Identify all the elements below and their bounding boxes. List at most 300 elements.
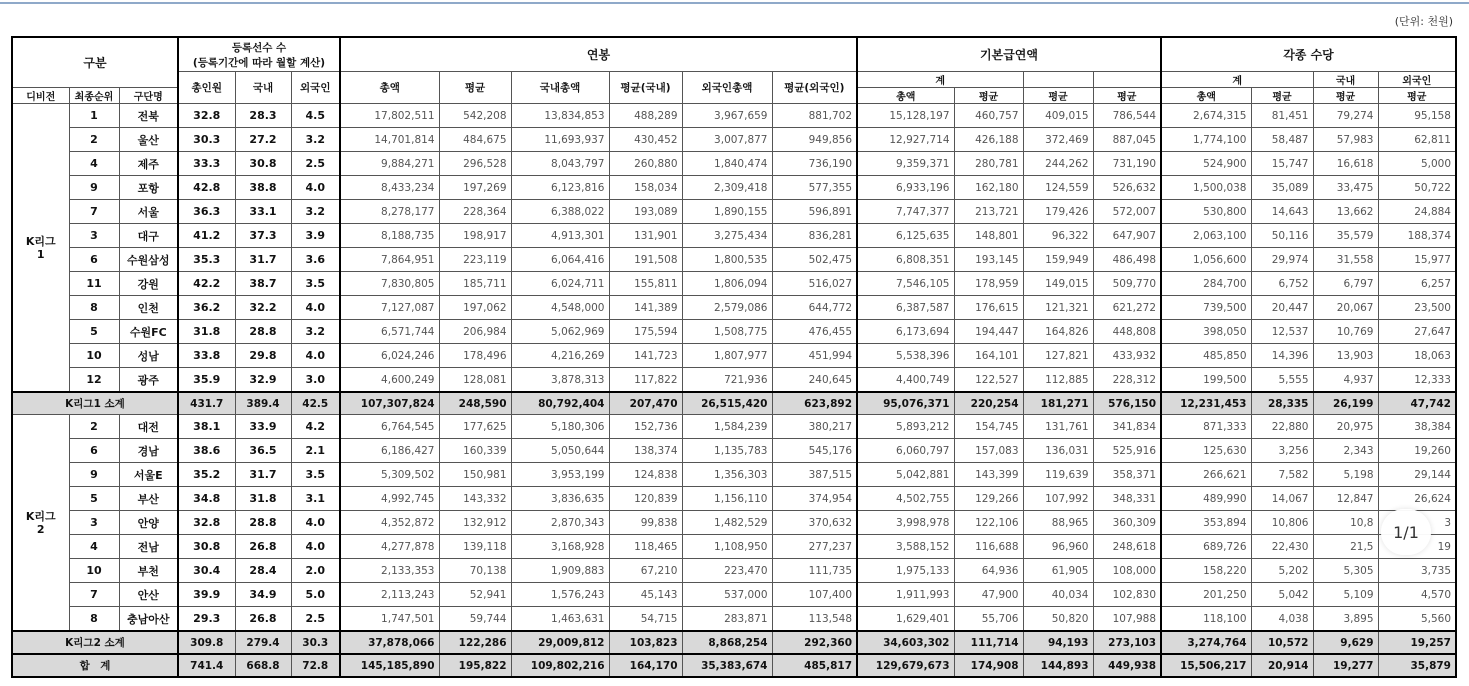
rank-cell: 6 (69, 248, 119, 272)
value-cell: 372,469 (1023, 128, 1093, 152)
value-cell: 131,901 (609, 224, 682, 248)
value-cell: 38,384 (1378, 415, 1456, 439)
header-players-total: 총인원 (178, 72, 235, 104)
rank-cell: 4 (69, 535, 119, 559)
header-allowance: 각종 수당 (1161, 37, 1456, 72)
value-cell: 155,811 (609, 272, 682, 296)
value-cell: 33,475 (1313, 176, 1378, 200)
table-row (12, 535, 1456, 559)
value-cell: 244,262 (1023, 152, 1093, 176)
value-cell: 689,726 (1161, 535, 1251, 559)
value-cell: 526,632 (1093, 176, 1161, 200)
value-cell: 5.0 (291, 583, 340, 607)
rank-cell: 5 (69, 320, 119, 344)
value-cell: 15,977 (1378, 248, 1456, 272)
summary-value: 12,231,453 (1161, 392, 1251, 415)
value-cell: 12,333 (1378, 368, 1456, 393)
summary-value: 80,792,404 (511, 392, 609, 415)
table-row (12, 583, 1456, 607)
value-cell: 2,343 (1313, 439, 1378, 463)
value-cell: 3.5 (291, 272, 340, 296)
value-cell: 1,747,501 (340, 607, 439, 632)
summary-value: 309.8 (178, 631, 235, 654)
summary-value: 273,103 (1093, 631, 1161, 654)
value-cell: 1,135,783 (682, 439, 772, 463)
value-cell: 387,515 (772, 463, 857, 487)
value-cell: 201,250 (1161, 583, 1251, 607)
summary-value: 26,515,420 (682, 392, 772, 415)
value-cell: 277,237 (772, 535, 857, 559)
value-cell: 283,871 (682, 607, 772, 632)
value-cell: 175,594 (609, 320, 682, 344)
value-cell: 4,277,878 (340, 535, 439, 559)
value-cell: 206,984 (439, 320, 511, 344)
value-cell: 125,630 (1161, 439, 1251, 463)
team-name-cell: 전북 (119, 104, 178, 128)
value-cell: 35.9 (178, 368, 235, 393)
value-cell: 3.2 (291, 200, 340, 224)
value-cell: 57,983 (1313, 128, 1378, 152)
value-cell: 20,975 (1313, 415, 1378, 439)
value-cell: 55,706 (954, 607, 1023, 632)
table-row (12, 176, 1456, 200)
table-row (12, 200, 1456, 224)
value-cell: 177,625 (439, 415, 511, 439)
team-name-cell: 안산 (119, 583, 178, 607)
value-cell: 164,826 (1023, 320, 1093, 344)
value-cell: 4,400,749 (857, 368, 954, 393)
header-salary-dom-avg: 평균(국내) (609, 72, 682, 104)
value-cell: 197,062 (439, 296, 511, 320)
value-cell: 102,830 (1093, 583, 1161, 607)
value-cell: 28.8 (235, 511, 291, 535)
value-cell: 266,621 (1161, 463, 1251, 487)
value-cell: 3,895 (1313, 607, 1378, 632)
value-cell: 2.1 (291, 439, 340, 463)
value-cell: 31,558 (1313, 248, 1378, 272)
value-cell: 58,487 (1251, 128, 1313, 152)
value-cell: 4.0 (291, 511, 340, 535)
value-cell: 33.3 (178, 152, 235, 176)
table-row (12, 224, 1456, 248)
team-name-cell: 전남 (119, 535, 178, 559)
value-cell: 28.8 (235, 320, 291, 344)
value-cell: 10,8 (1313, 511, 1378, 535)
value-cell: 54,715 (609, 607, 682, 632)
value-cell: 6,024,711 (511, 272, 609, 296)
team-name-cell: 서울E (119, 463, 178, 487)
value-cell: 41.2 (178, 224, 235, 248)
value-cell: 117,822 (609, 368, 682, 393)
summary-value: 145,185,890 (340, 654, 439, 677)
summary-value: 20,914 (1251, 654, 1313, 677)
value-cell: 21,5 (1313, 535, 1378, 559)
summary-value: 109,802,216 (511, 654, 609, 677)
summary-value: 195,822 (439, 654, 511, 677)
summary-value: 623,892 (772, 392, 857, 415)
table-row (12, 415, 1456, 439)
value-cell: 448,808 (1093, 320, 1161, 344)
summary-value: 35,879 (1378, 654, 1456, 677)
value-cell: 3.1 (291, 487, 340, 511)
value-cell: 1,807,977 (682, 344, 772, 368)
value-cell: 112,885 (1023, 368, 1093, 393)
value-cell: 141,389 (609, 296, 682, 320)
summary-value: 19,257 (1378, 631, 1456, 654)
team-name-cell: 광주 (119, 368, 178, 393)
table-row (12, 439, 1456, 463)
value-cell: 20,067 (1313, 296, 1378, 320)
header-salary-dom-total: 국내총액 (511, 72, 609, 104)
value-cell: 836,281 (772, 224, 857, 248)
rank-cell: 9 (69, 463, 119, 487)
header-base-avg2: 평균 (1023, 88, 1093, 104)
summary-value: 3,274,764 (1161, 631, 1251, 654)
team-name-cell: 수원삼성 (119, 248, 178, 272)
value-cell: 36.5 (235, 439, 291, 463)
value-cell: 596,891 (772, 200, 857, 224)
value-cell: 1,629,401 (857, 607, 954, 632)
value-cell: 370,632 (772, 511, 857, 535)
value-cell: 1,156,110 (682, 487, 772, 511)
value-cell: 721,936 (682, 368, 772, 393)
value-cell: 6,123,816 (511, 176, 609, 200)
rank-cell: 7 (69, 583, 119, 607)
value-cell: 7,830,805 (340, 272, 439, 296)
value-cell: 70,138 (439, 559, 511, 583)
value-cell: 193,089 (609, 200, 682, 224)
value-cell: 1,800,535 (682, 248, 772, 272)
value-cell: 178,959 (954, 272, 1023, 296)
header-players (178, 37, 340, 72)
summary-value: 9,629 (1313, 631, 1378, 654)
value-cell: 2.5 (291, 607, 340, 632)
value-cell: 38.1 (178, 415, 235, 439)
team-name-cell: 수원FC (119, 320, 178, 344)
value-cell: 38.8 (235, 176, 291, 200)
header-players-foreign: 외국인 (291, 72, 340, 104)
value-cell: 4.0 (291, 176, 340, 200)
value-cell: 27,647 (1378, 320, 1456, 344)
value-cell: 881,702 (772, 104, 857, 128)
value-cell: 3,256 (1251, 439, 1313, 463)
value-cell: 107,992 (1023, 487, 1093, 511)
team-name-cell: 대전 (119, 415, 178, 439)
value-cell: 3,967,659 (682, 104, 772, 128)
header-base-blank (1093, 72, 1161, 88)
value-cell: 2,063,100 (1161, 224, 1251, 248)
value-cell: 64,936 (954, 559, 1023, 583)
value-cell: 545,176 (772, 439, 857, 463)
summary-value: 144,893 (1023, 654, 1093, 677)
value-cell: 29,974 (1251, 248, 1313, 272)
value-cell: 188,374 (1378, 224, 1456, 248)
header-allow-avg: 평균 (1251, 88, 1313, 104)
summary-value: 431.7 (178, 392, 235, 415)
rank-cell: 10 (69, 344, 119, 368)
division-label: K리그 2 (12, 415, 69, 632)
value-cell: 124,559 (1023, 176, 1093, 200)
value-cell: 20,447 (1251, 296, 1313, 320)
summary-value: 389.4 (235, 392, 291, 415)
value-cell: 26.8 (235, 535, 291, 559)
value-cell: 16,618 (1313, 152, 1378, 176)
summary-value: 37,878,066 (340, 631, 439, 654)
subtotal-row (12, 631, 1456, 654)
value-cell: 621,272 (1093, 296, 1161, 320)
value-cell: 113,548 (772, 607, 857, 632)
value-cell: 213,721 (954, 200, 1023, 224)
summary-value: 741.4 (178, 654, 235, 677)
value-cell: 3.2 (291, 128, 340, 152)
value-cell: 2,309,418 (682, 176, 772, 200)
value-cell: 348,331 (1093, 487, 1161, 511)
team-name-cell: 대구 (119, 224, 178, 248)
header-allow-for: 외국인 (1378, 72, 1456, 88)
value-cell: 6,387,587 (857, 296, 954, 320)
header-salary: 연봉 (340, 37, 857, 72)
value-cell: 162,180 (954, 176, 1023, 200)
value-cell: 2,113,243 (340, 583, 439, 607)
summary-value: 220,254 (954, 392, 1023, 415)
value-cell: 7,546,105 (857, 272, 954, 296)
value-cell: 3,953,199 (511, 463, 609, 487)
value-cell: 509,770 (1093, 272, 1161, 296)
value-cell: 99,838 (609, 511, 682, 535)
value-cell: 88,965 (1023, 511, 1093, 535)
value-cell: 17,802,511 (340, 104, 439, 128)
value-cell: 185,711 (439, 272, 511, 296)
value-cell: 5,305 (1313, 559, 1378, 583)
value-cell: 42.8 (178, 176, 235, 200)
header-salary-for-avg: 평균(외국인) (772, 72, 857, 104)
value-cell: 35,579 (1313, 224, 1378, 248)
value-cell: 13,903 (1313, 344, 1378, 368)
value-cell: 148,801 (954, 224, 1023, 248)
value-cell: 341,834 (1093, 415, 1161, 439)
value-cell: 132,912 (439, 511, 511, 535)
value-cell: 5,062,969 (511, 320, 609, 344)
summary-value: 576,150 (1093, 392, 1161, 415)
value-cell: 33.8 (178, 344, 235, 368)
value-cell: 6,797 (1313, 272, 1378, 296)
header-base-avg: 평균 (954, 88, 1023, 104)
value-cell: 31.8 (178, 320, 235, 344)
table-row (12, 344, 1456, 368)
value-cell: 197,269 (439, 176, 511, 200)
value-cell: 451,994 (772, 344, 857, 368)
team-name-cell: 서울 (119, 200, 178, 224)
value-cell: 33.9 (235, 415, 291, 439)
value-cell: 141,723 (609, 344, 682, 368)
value-cell: 3,836,635 (511, 487, 609, 511)
value-cell: 23,500 (1378, 296, 1456, 320)
value-cell: 159,949 (1023, 248, 1093, 272)
value-cell: 28.3 (235, 104, 291, 128)
value-cell: 1,108,950 (682, 535, 772, 559)
rank-cell: 4 (69, 152, 119, 176)
value-cell: 1,806,094 (682, 272, 772, 296)
value-cell: 12,927,714 (857, 128, 954, 152)
value-cell: 537,000 (682, 583, 772, 607)
value-cell: 95,158 (1378, 104, 1456, 128)
value-cell: 1,774,100 (1161, 128, 1251, 152)
value-cell: 4,352,872 (340, 511, 439, 535)
summary-value: 30.3 (291, 631, 340, 654)
value-cell: 4,216,269 (511, 344, 609, 368)
rank-cell: 12 (69, 368, 119, 393)
header-allow-dom-avg: 평균 (1313, 88, 1378, 104)
value-cell: 485,850 (1161, 344, 1251, 368)
value-cell: 15,747 (1251, 152, 1313, 176)
value-cell: 118,100 (1161, 607, 1251, 632)
value-cell: 108,000 (1093, 559, 1161, 583)
team-name-cell: 울산 (119, 128, 178, 152)
summary-value: 47,742 (1378, 392, 1456, 415)
value-cell: 577,355 (772, 176, 857, 200)
header-players-note: (등록기간에 따라 월할 계산) (192, 56, 326, 69)
value-cell: 7,864,951 (340, 248, 439, 272)
value-cell: 5,109 (1313, 583, 1378, 607)
value-cell: 179,426 (1023, 200, 1093, 224)
team-name-cell: 부산 (119, 487, 178, 511)
value-cell: 4,913,301 (511, 224, 609, 248)
value-cell: 22,430 (1251, 535, 1313, 559)
value-cell: 430,452 (609, 128, 682, 152)
value-cell: 380,217 (772, 415, 857, 439)
value-cell: 360,309 (1093, 511, 1161, 535)
value-cell: 5,893,212 (857, 415, 954, 439)
value-cell: 7,127,087 (340, 296, 439, 320)
value-cell: 32.8 (178, 104, 235, 128)
value-cell: 107,988 (1093, 607, 1161, 632)
unit-label: (단위: 천원) (1394, 15, 1453, 28)
value-cell: 353,894 (1161, 511, 1251, 535)
summary-value: 42.5 (291, 392, 340, 415)
value-cell: 9,359,371 (857, 152, 954, 176)
value-cell: 736,190 (772, 152, 857, 176)
value-cell: 1,508,775 (682, 320, 772, 344)
value-cell: 45,143 (609, 583, 682, 607)
value-cell: 29.8 (235, 344, 291, 368)
value-cell: 489,990 (1161, 487, 1251, 511)
value-cell: 409,015 (1023, 104, 1093, 128)
value-cell: 6,571,744 (340, 320, 439, 344)
value-cell: 572,007 (1093, 200, 1161, 224)
value-cell: 223,119 (439, 248, 511, 272)
value-cell: 5,560 (1378, 607, 1456, 632)
value-cell: 1,500,038 (1161, 176, 1251, 200)
value-cell: 2,674,315 (1161, 104, 1251, 128)
rank-cell: 3 (69, 224, 119, 248)
value-cell: 30.8 (235, 152, 291, 176)
value-cell: 1,576,243 (511, 583, 609, 607)
summary-value: 668.8 (235, 654, 291, 677)
value-cell: 193,145 (954, 248, 1023, 272)
value-cell: 14,643 (1251, 200, 1313, 224)
value-cell: 524,900 (1161, 152, 1251, 176)
summary-label: K리그2 소계 (12, 631, 178, 654)
team-name-cell: 강원 (119, 272, 178, 296)
table-body (12, 104, 1456, 678)
value-cell: 139,118 (439, 535, 511, 559)
value-cell: 30.4 (178, 559, 235, 583)
value-cell: 14,067 (1251, 487, 1313, 511)
value-cell: 887,045 (1093, 128, 1161, 152)
value-cell: 5,050,644 (511, 439, 609, 463)
value-cell: 260,880 (609, 152, 682, 176)
value-cell: 1,911,993 (857, 583, 954, 607)
table-row (12, 368, 1456, 393)
value-cell: 14,701,814 (340, 128, 439, 152)
summary-value: 94,193 (1023, 631, 1093, 654)
rank-cell: 8 (69, 296, 119, 320)
value-cell: 223,470 (682, 559, 772, 583)
summary-label: 합 계 (12, 654, 178, 677)
rank-cell: 11 (69, 272, 119, 296)
value-cell: 52,941 (439, 583, 511, 607)
team-name-cell: 인천 (119, 296, 178, 320)
value-cell: 111,735 (772, 559, 857, 583)
summary-value: 248,590 (439, 392, 511, 415)
team-name-cell: 경남 (119, 439, 178, 463)
value-cell: 136,031 (1023, 439, 1093, 463)
table-row (12, 320, 1456, 344)
value-cell: 18,063 (1378, 344, 1456, 368)
value-cell: 5,042,881 (857, 463, 954, 487)
value-cell: 5,000 (1378, 152, 1456, 176)
value-cell: 33.1 (235, 200, 291, 224)
value-cell: 36.3 (178, 200, 235, 224)
value-cell: 6,186,427 (340, 439, 439, 463)
value-cell: 5,555 (1251, 368, 1313, 393)
value-cell: 118,465 (609, 535, 682, 559)
value-cell: 530,800 (1161, 200, 1251, 224)
value-cell: 178,496 (439, 344, 511, 368)
value-cell: 59,744 (439, 607, 511, 632)
value-cell: 240,645 (772, 368, 857, 393)
value-cell: 358,371 (1093, 463, 1161, 487)
value-cell: 8,278,177 (340, 200, 439, 224)
value-cell: 2,133,353 (340, 559, 439, 583)
rank-cell: 3 (69, 511, 119, 535)
top-border-line (0, 2, 1469, 4)
table-row (12, 128, 1456, 152)
summary-value: 485,817 (772, 654, 857, 677)
value-cell: 871,333 (1161, 415, 1251, 439)
value-cell: 119,639 (1023, 463, 1093, 487)
header-allow-dom: 국내 (1313, 72, 1378, 88)
value-cell: 6,257 (1378, 272, 1456, 296)
value-cell: 6,064,416 (511, 248, 609, 272)
header-base-blank (1023, 72, 1093, 88)
rank-cell: 1 (69, 104, 119, 128)
value-cell: 15,128,197 (857, 104, 954, 128)
value-cell: 5,180,306 (511, 415, 609, 439)
value-cell: 198,917 (439, 224, 511, 248)
value-cell: 35,089 (1251, 176, 1313, 200)
value-cell: 50,722 (1378, 176, 1456, 200)
team-name-cell: 제주 (119, 152, 178, 176)
value-cell: 38.6 (178, 439, 235, 463)
rank-cell: 7 (69, 200, 119, 224)
value-cell: 40,034 (1023, 583, 1093, 607)
value-cell: 4.0 (291, 535, 340, 559)
value-cell: 4,937 (1313, 368, 1378, 393)
value-cell: 6,752 (1251, 272, 1313, 296)
value-cell: 296,528 (439, 152, 511, 176)
value-cell: 7,747,377 (857, 200, 954, 224)
